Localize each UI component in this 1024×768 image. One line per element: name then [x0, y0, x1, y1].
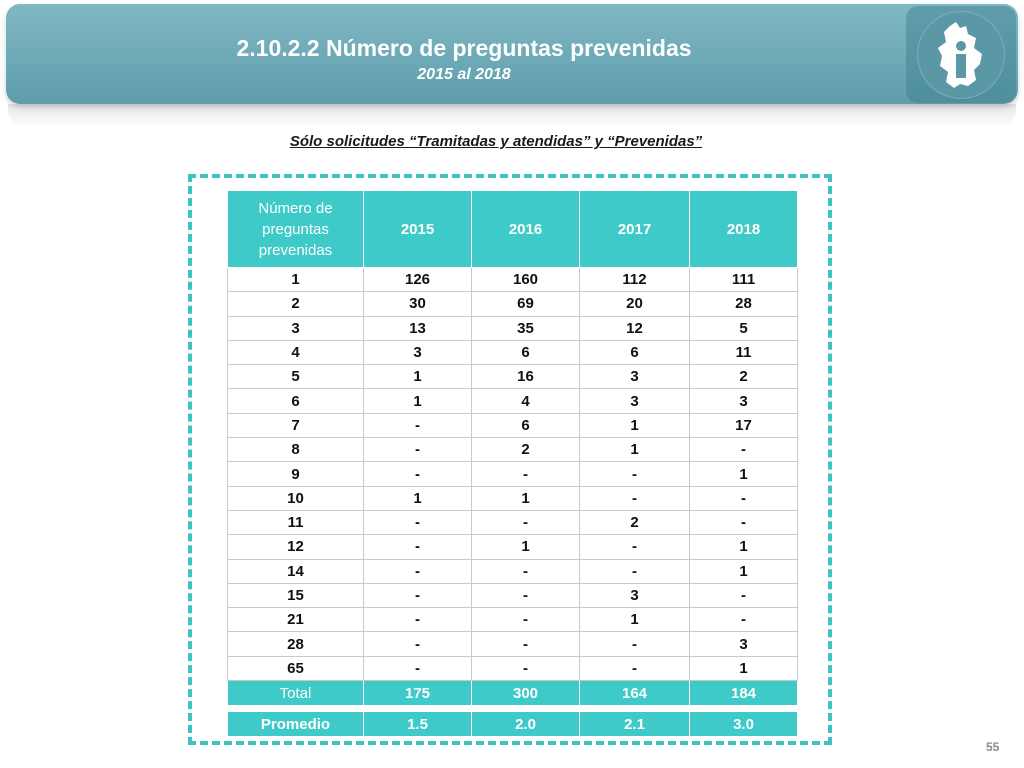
- value-cell: 1: [472, 486, 580, 510]
- page-number: 55: [986, 740, 1000, 754]
- average-label: Promedio: [228, 712, 364, 737]
- value-cell: 2: [690, 365, 798, 389]
- filter-note: Sólo solicitudes “Tramitadas y atendidas” y “Prevenidas”: [289, 133, 703, 150]
- table-row: [228, 268, 798, 292]
- value-cell: 69: [472, 292, 580, 316]
- row-label-cell: 28: [228, 632, 364, 656]
- table-row: [228, 583, 798, 607]
- value-cell: -: [364, 656, 472, 680]
- value-cell: 111: [690, 268, 798, 292]
- header-year: 2015: [364, 191, 472, 268]
- header-year: 2017: [580, 191, 690, 268]
- value-cell: 30: [364, 292, 472, 316]
- row-label-cell: 2: [228, 292, 364, 316]
- table-row: [228, 486, 798, 510]
- row-label-cell: 9: [228, 462, 364, 486]
- row-label-cell: 6: [228, 389, 364, 413]
- row-label-cell: 14: [228, 559, 364, 583]
- value-cell: -: [472, 656, 580, 680]
- row-label-cell: 3: [228, 316, 364, 340]
- value-cell: -: [364, 535, 472, 559]
- value-cell: -: [580, 656, 690, 680]
- value-cell: 6: [472, 413, 580, 437]
- table-row: [228, 510, 798, 534]
- value-cell: 6: [580, 340, 690, 364]
- value-cell: 1: [580, 413, 690, 437]
- value-cell: 11: [690, 340, 798, 364]
- value-cell: 3: [580, 365, 690, 389]
- value-cell: -: [472, 583, 580, 607]
- table-row: [228, 462, 798, 486]
- city-map-info-icon: [926, 18, 996, 92]
- row-label-cell: 4: [228, 340, 364, 364]
- value-cell: -: [364, 510, 472, 534]
- header-first-col: Número de preguntas prevenidas: [228, 191, 364, 268]
- table-row: [228, 292, 798, 316]
- value-cell: 1: [472, 535, 580, 559]
- value-cell: 160: [472, 268, 580, 292]
- row-label-cell: 10: [228, 486, 364, 510]
- logo-circle: [917, 11, 1005, 99]
- table-row: [228, 340, 798, 364]
- value-cell: -: [580, 559, 690, 583]
- value-cell: -: [690, 486, 798, 510]
- value-cell: 5: [690, 316, 798, 340]
- total-value: 175: [364, 681, 472, 706]
- value-cell: -: [472, 632, 580, 656]
- value-cell: 2: [472, 438, 580, 462]
- value-cell: -: [690, 510, 798, 534]
- total-value: 300: [472, 681, 580, 706]
- value-cell: 1: [690, 559, 798, 583]
- table-row: [228, 316, 798, 340]
- average-value: 3.0: [690, 712, 798, 737]
- row-label-cell: 15: [228, 583, 364, 607]
- value-cell: -: [690, 438, 798, 462]
- table-row: [228, 389, 798, 413]
- value-cell: 20: [580, 292, 690, 316]
- page-subtitle: 2015 al 2018: [417, 66, 511, 83]
- value-cell: 3: [580, 583, 690, 607]
- value-cell: 112: [580, 268, 690, 292]
- value-cell: -: [364, 583, 472, 607]
- row-label-cell: 1: [228, 268, 364, 292]
- table-row: [228, 559, 798, 583]
- header-year: 2018: [690, 191, 798, 268]
- table-row: [228, 656, 798, 680]
- row-label-cell: 7: [228, 413, 364, 437]
- value-cell: -: [364, 608, 472, 632]
- value-cell: 3: [690, 389, 798, 413]
- value-cell: 2: [580, 510, 690, 534]
- value-cell: -: [364, 632, 472, 656]
- value-cell: 16: [472, 365, 580, 389]
- value-cell: 1: [690, 656, 798, 680]
- value-cell: -: [690, 583, 798, 607]
- average-value: 2.0: [472, 712, 580, 737]
- value-cell: 1: [364, 486, 472, 510]
- average-value: 2.1: [580, 712, 690, 737]
- total-value: 164: [580, 681, 690, 706]
- table-row: [228, 413, 798, 437]
- value-cell: -: [364, 462, 472, 486]
- value-cell: -: [364, 413, 472, 437]
- logo: [906, 6, 1016, 103]
- table-row: [228, 438, 798, 462]
- row-label-cell: 65: [228, 656, 364, 680]
- value-cell: 3: [580, 389, 690, 413]
- value-cell: -: [364, 438, 472, 462]
- value-cell: 1: [580, 608, 690, 632]
- row-label-cell: 21: [228, 608, 364, 632]
- table-row: [228, 365, 798, 389]
- value-cell: 126: [364, 268, 472, 292]
- table-row: [228, 632, 798, 656]
- value-cell: -: [472, 462, 580, 486]
- value-cell: 17: [690, 413, 798, 437]
- value-cell: -: [690, 608, 798, 632]
- average-row: [228, 712, 798, 737]
- value-cell: -: [580, 486, 690, 510]
- table-row: [228, 608, 798, 632]
- value-cell: 1: [690, 462, 798, 486]
- table-header-row: [228, 191, 798, 268]
- value-cell: 4: [472, 389, 580, 413]
- value-cell: -: [472, 559, 580, 583]
- data-table: [227, 190, 798, 737]
- value-cell: -: [580, 535, 690, 559]
- value-cell: 1: [690, 535, 798, 559]
- total-label: Total: [228, 681, 364, 706]
- value-cell: 12: [580, 316, 690, 340]
- value-cell: 6: [472, 340, 580, 364]
- header-year: 2016: [472, 191, 580, 268]
- value-cell: -: [364, 559, 472, 583]
- row-label-cell: 11: [228, 510, 364, 534]
- value-cell: 1: [364, 365, 472, 389]
- value-cell: 1: [580, 438, 690, 462]
- value-cell: -: [580, 462, 690, 486]
- value-cell: -: [580, 632, 690, 656]
- page-title: 2.10.2.2 Número de preguntas prevenidas: [236, 35, 692, 61]
- value-cell: 1: [364, 389, 472, 413]
- banner-shadow: [8, 104, 1016, 128]
- value-cell: 35: [472, 316, 580, 340]
- row-label-cell: 5: [228, 365, 364, 389]
- value-cell: -: [472, 608, 580, 632]
- value-cell: -: [472, 510, 580, 534]
- row-label-cell: 12: [228, 535, 364, 559]
- table-row: [228, 535, 798, 559]
- average-value: 1.5: [364, 712, 472, 737]
- value-cell: 3: [364, 340, 472, 364]
- total-row: [228, 681, 798, 706]
- row-label-cell: 8: [228, 438, 364, 462]
- total-value: 184: [690, 681, 798, 706]
- header-banner: [6, 4, 1018, 104]
- value-cell: 13: [364, 316, 472, 340]
- value-cell: 3: [690, 632, 798, 656]
- value-cell: 28: [690, 292, 798, 316]
